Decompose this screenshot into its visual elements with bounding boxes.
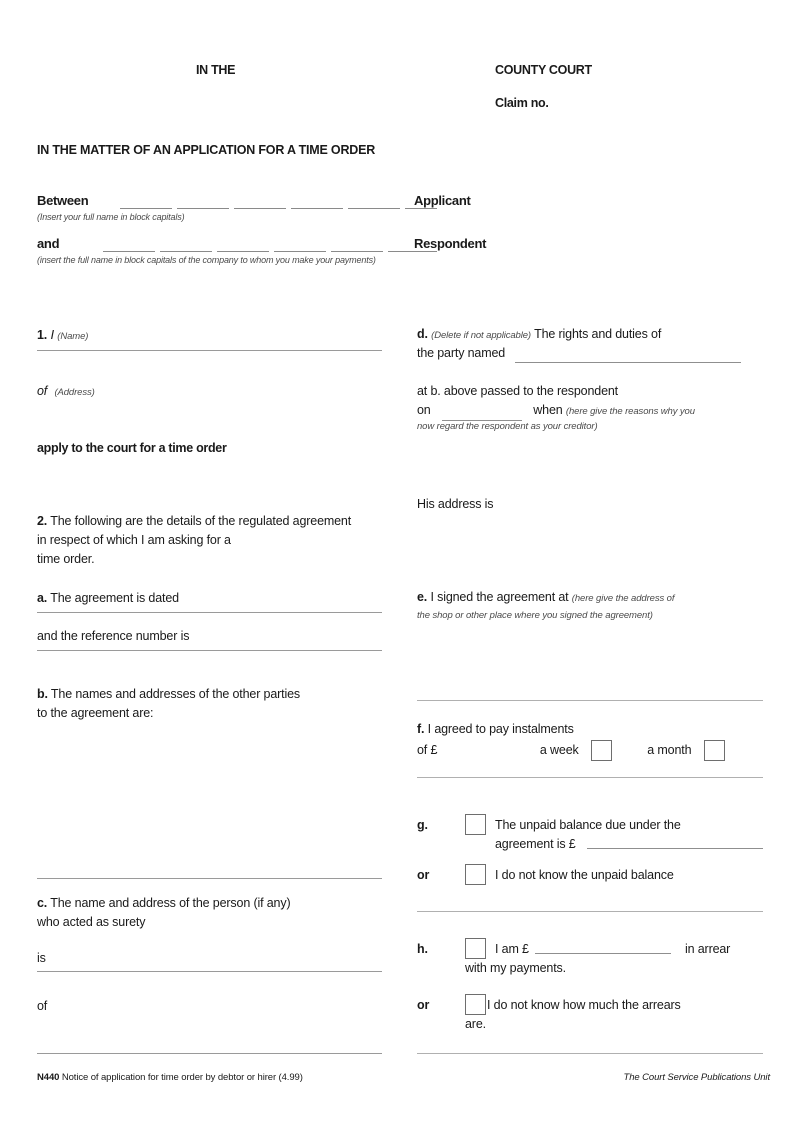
item-h-block — [417, 938, 763, 980]
item-b-block — [37, 685, 382, 723]
item-f-amount-field[interactable] — [441, 748, 533, 761]
item-b-letter: b. — [37, 687, 48, 701]
item-d-on-date-field[interactable] — [442, 407, 522, 421]
item-h-or-row — [417, 994, 763, 1036]
item-2-line2: in respect of which I am asking for a — [37, 533, 231, 547]
applicant-label: Applicant — [414, 193, 471, 208]
item-g-or-text: I do not know the unpaid balance — [495, 868, 674, 882]
item-b-answer-area[interactable] — [37, 730, 382, 878]
item-d-block — [417, 325, 763, 345]
item-g-line2: agreement is £ — [495, 837, 576, 851]
and-fill-line[interactable] — [103, 251, 437, 252]
item-1-name-hint: (Name) — [57, 331, 89, 342]
item-1-of: of — [37, 384, 48, 398]
item-f-a-week-checkbox[interactable] — [591, 740, 612, 761]
item-e-block — [417, 588, 763, 608]
item-d-text3-row — [417, 382, 763, 401]
item-1-address-row — [37, 382, 382, 402]
item-g-block — [417, 814, 763, 856]
item-h-line1: I am £ — [495, 942, 529, 956]
item-e-answer-area[interactable] — [417, 630, 763, 696]
item-g-or-row — [417, 864, 763, 888]
item-f-bottom-line — [417, 777, 763, 778]
item-b-bottom-line[interactable] — [37, 878, 382, 879]
item-1-address-hint: (Address) — [54, 387, 95, 398]
item-c-letter: c. — [37, 896, 48, 910]
matter-heading: IN THE MATTER OF AN APPLICATION FOR A TIME ORDER — [37, 143, 376, 157]
item-g-or-checkbox[interactable] — [465, 864, 486, 885]
and-label: and — [37, 236, 60, 251]
item-c-is-row — [37, 949, 382, 968]
item-e-bottom-line — [417, 700, 763, 701]
item-d-on-when-row — [417, 401, 763, 421]
and-hint: (insert the full name in block capitals of the company to whom you make your payments) — [37, 255, 376, 265]
item-f-a-month-label: a month — [647, 742, 692, 757]
item-a-dated-line[interactable] — [37, 612, 382, 613]
footer-publisher: The Court Service Publications Unit — [623, 1072, 770, 1083]
item-1-apply-text: apply to the court for a time order — [37, 441, 227, 455]
item-a-reference-row — [37, 627, 382, 646]
item-2-line1: The following are the details of the regulated agreement — [50, 514, 352, 528]
item-f-block — [417, 720, 763, 739]
item-d-his-address-area[interactable] — [417, 516, 763, 578]
county-court-label: COUNTY COURT — [495, 63, 592, 77]
item-b-line1: The names and addresses of the other parties — [50, 687, 301, 701]
item-g-balance-field[interactable] — [587, 835, 763, 849]
item-g-letter: g. — [417, 818, 428, 832]
claim-no-label: Claim no. — [495, 96, 549, 110]
item-g-checkbox[interactable] — [465, 814, 486, 835]
item-a-reference-line[interactable] — [37, 650, 382, 651]
item-1-i: I — [50, 327, 54, 342]
item-h-bottom-line — [417, 1053, 763, 1054]
item-e-hint1: (here give the address of — [571, 593, 675, 604]
item-a-dated-row — [37, 589, 382, 608]
item-1-number: 1. — [37, 328, 48, 342]
footer-form-title: Notice of application for time order by debtor or hirer (4.99) — [61, 1072, 303, 1083]
item-1-name-row — [37, 325, 382, 346]
item-h-or-checkbox[interactable] — [465, 994, 486, 1015]
item-h-or-text1: I do not know how much the arrears — [487, 998, 681, 1012]
item-f-of-pound: of £ — [417, 742, 438, 757]
item-2-line3: time order. — [37, 552, 95, 566]
item-g-bottom-line — [417, 911, 763, 912]
item-h-checkbox[interactable] — [465, 938, 486, 959]
item-a-letter: a. — [37, 591, 48, 605]
item-a-reference-text: and the reference number is — [37, 629, 190, 643]
item-c-is-label: is — [37, 951, 46, 965]
item-f-letter: f. — [417, 722, 425, 736]
item-h-or-label: or — [417, 998, 430, 1012]
item-c-block — [37, 894, 382, 932]
item-2-block — [37, 512, 382, 569]
item-d-reason-hint1: (here give the reasons why you — [565, 406, 695, 417]
item-e-hint2: the shop or other place where you signed the agreement) — [417, 610, 653, 621]
item-d-text3: at b. above passed to the respondent — [417, 384, 619, 398]
item-c-line1: The name and address of the person (if any) — [50, 896, 291, 910]
between-label: Between — [37, 193, 89, 208]
item-c-is-line[interactable] — [37, 971, 382, 972]
item-d-when-label: when — [533, 403, 563, 417]
item-d-on-label: on — [417, 403, 431, 417]
item-f-a-month-checkbox[interactable] — [704, 740, 725, 761]
item-e-letter: e. — [417, 590, 428, 604]
footer-form-code: N440 — [37, 1072, 60, 1083]
item-b-line2: to the agreement are: — [37, 706, 154, 720]
between-hint: (Insert your full name in block capitals) — [37, 212, 185, 222]
item-d-delete-hint: (Delete if not applicable) — [431, 330, 531, 341]
respondent-label: Respondent — [414, 236, 487, 251]
item-d-text1: The rights and duties of — [534, 327, 662, 341]
item-h-line2: with my payments. — [465, 961, 566, 975]
item-h-or-text2: are. — [465, 1017, 486, 1031]
item-c-of-label: of — [37, 999, 48, 1013]
footer-left — [37, 1072, 303, 1083]
item-1-name-line[interactable] — [37, 350, 382, 351]
item-d-party-named-field[interactable] — [515, 349, 741, 363]
in-the-label: IN THE — [196, 63, 236, 77]
item-h-in-arrear-label: in arrear — [685, 942, 731, 956]
item-g-or-label: or — [417, 868, 430, 882]
item-f-amount-row — [417, 740, 763, 761]
item-h-letter: h. — [417, 942, 428, 956]
item-c-of-line[interactable] — [37, 1053, 382, 1054]
item-e-text: I signed the agreement at — [430, 590, 569, 604]
item-h-arrear-field[interactable] — [535, 940, 671, 954]
item-a-dated-text: The agreement is dated — [50, 591, 179, 605]
item-c-line2: who acted as surety — [37, 915, 146, 929]
item-d-text2: the party named — [417, 346, 506, 360]
item-d-his-address-label: His address is — [417, 497, 494, 511]
item-f-line1: I agreed to pay instalments — [427, 722, 574, 736]
item-d-party-named-row — [417, 344, 763, 363]
item-d-letter: d. — [417, 327, 428, 341]
item-2-number: 2. — [37, 514, 48, 528]
between-fill-line[interactable] — [120, 208, 437, 209]
item-f-a-week-label: a week — [539, 742, 579, 757]
item-c-of-row — [37, 997, 382, 1016]
item-d-reason-hint2: now regard the respondent as your creditor) — [417, 421, 598, 432]
item-g-line1: The unpaid balance due under the — [495, 818, 681, 832]
